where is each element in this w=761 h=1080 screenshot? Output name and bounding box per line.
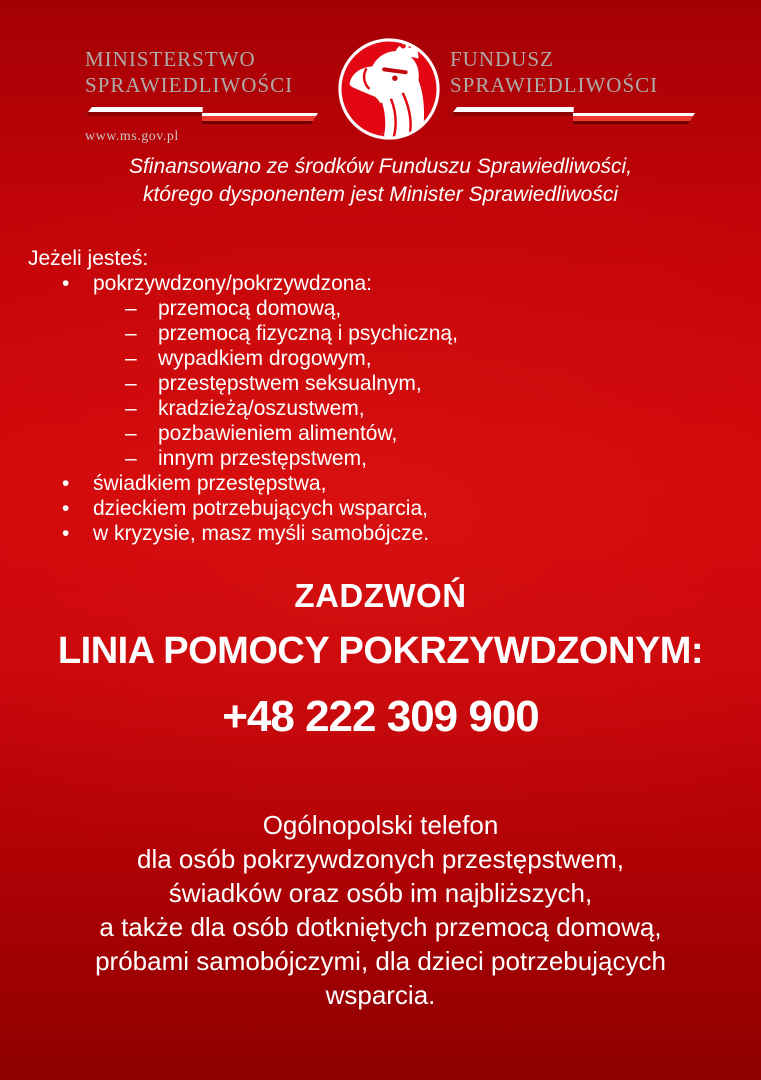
fund-logo-line1: FUNDUSZ bbox=[450, 47, 554, 71]
bullet-icon: • bbox=[62, 497, 70, 520]
description-line: dla osób pokrzywdzonych przestępstwem, bbox=[136, 844, 624, 874]
conditions-intro: Jeżeli jesteś: bbox=[28, 247, 149, 270]
list-item-label: pokrzywdzony/pokrzywdzona: bbox=[93, 272, 372, 295]
list-subitem-label: wypadkiem drogowym, bbox=[158, 347, 372, 370]
polish-flag-ribbon bbox=[85, 107, 318, 124]
list-item bbox=[28, 521, 458, 546]
ministry-logo-line1: MINISTERSTWO bbox=[85, 47, 256, 71]
funding-note-line1: Sfinansowano ze środków Funduszu Sprawiedliwości, bbox=[128, 155, 633, 178]
fund-logo bbox=[450, 46, 695, 124]
list-subitem-label: pozbawieniem alimentów, bbox=[158, 422, 398, 445]
bullet-icon: • bbox=[62, 522, 70, 545]
phone-number: +48 222 309 900 bbox=[222, 692, 539, 741]
flag-ribbon-red-segment bbox=[202, 113, 319, 124]
conditions-list bbox=[28, 246, 458, 546]
dash-icon: – bbox=[125, 372, 137, 395]
list-subitem-label: przemocą domową, bbox=[158, 297, 342, 320]
description-line: a także dla osób dotkniętych przemocą domową, bbox=[99, 912, 662, 942]
list-item bbox=[28, 271, 458, 296]
website-url: www.ms.gov.pl bbox=[85, 129, 179, 144]
dash-icon: – bbox=[125, 422, 137, 445]
funding-note-line2: którego dysponentem jest Minister Sprawiedliwości bbox=[142, 183, 619, 206]
call-heading: ZADZWOŃ bbox=[294, 577, 467, 614]
flag-ribbon-red-segment bbox=[573, 113, 696, 124]
list-subitem bbox=[28, 296, 458, 321]
eagle-emblem-icon bbox=[337, 37, 441, 141]
list-subitem bbox=[28, 346, 458, 371]
list-subitem-label: przemocą fizyczną i psychiczną, bbox=[158, 322, 458, 345]
description-line: próbami samobójczymi, dla dzieci potrzebujących bbox=[95, 946, 666, 976]
flag-ribbon-white-segment bbox=[85, 107, 203, 116]
list-subitem-label: innym przestępstwem, bbox=[158, 447, 367, 470]
funding-note bbox=[0, 153, 761, 209]
list-item bbox=[28, 471, 458, 496]
description-line: wsparcia. bbox=[325, 980, 436, 1010]
dash-icon: – bbox=[125, 297, 137, 320]
bullet-icon: • bbox=[62, 472, 70, 495]
list-subitem-label: przestępstwem seksualnym, bbox=[158, 372, 422, 395]
list-subitem-label: kradzieżą/oszustwem, bbox=[158, 397, 365, 420]
list-subitem bbox=[28, 396, 458, 421]
description-line: Ogólnopolski telefon bbox=[262, 810, 499, 840]
list-subitem bbox=[28, 321, 458, 346]
description-line: świadków oraz osób im najbliższych, bbox=[168, 878, 593, 908]
list-item-label: dzieckiem potrzebujących wsparcia, bbox=[93, 497, 428, 520]
dash-icon: – bbox=[125, 322, 137, 345]
fund-logo-line2: SPRAWIEDLIWOŚCI bbox=[450, 73, 659, 97]
helpline-name: LINIA POMOCY POKRZYWDZONYM: bbox=[57, 630, 704, 672]
dash-icon: – bbox=[125, 347, 137, 370]
list-item-label: w kryzysie, masz myśli samobójcze. bbox=[93, 522, 430, 545]
list-subitem bbox=[28, 446, 458, 471]
list-item-label: świadkiem przestępstwa, bbox=[93, 472, 327, 495]
description-text bbox=[0, 808, 761, 1012]
flag-ribbon-white-segment bbox=[450, 107, 574, 116]
dash-icon: – bbox=[125, 447, 137, 470]
ministry-logo-line2: SPRAWIEDLIWOŚCI bbox=[85, 73, 294, 97]
list-item bbox=[28, 496, 458, 521]
dash-icon: – bbox=[125, 397, 137, 420]
list-subitem bbox=[28, 421, 458, 446]
list-subitem bbox=[28, 371, 458, 396]
polish-flag-ribbon bbox=[450, 107, 695, 124]
bullet-icon: • bbox=[62, 272, 70, 295]
ministry-logo bbox=[85, 46, 318, 145]
